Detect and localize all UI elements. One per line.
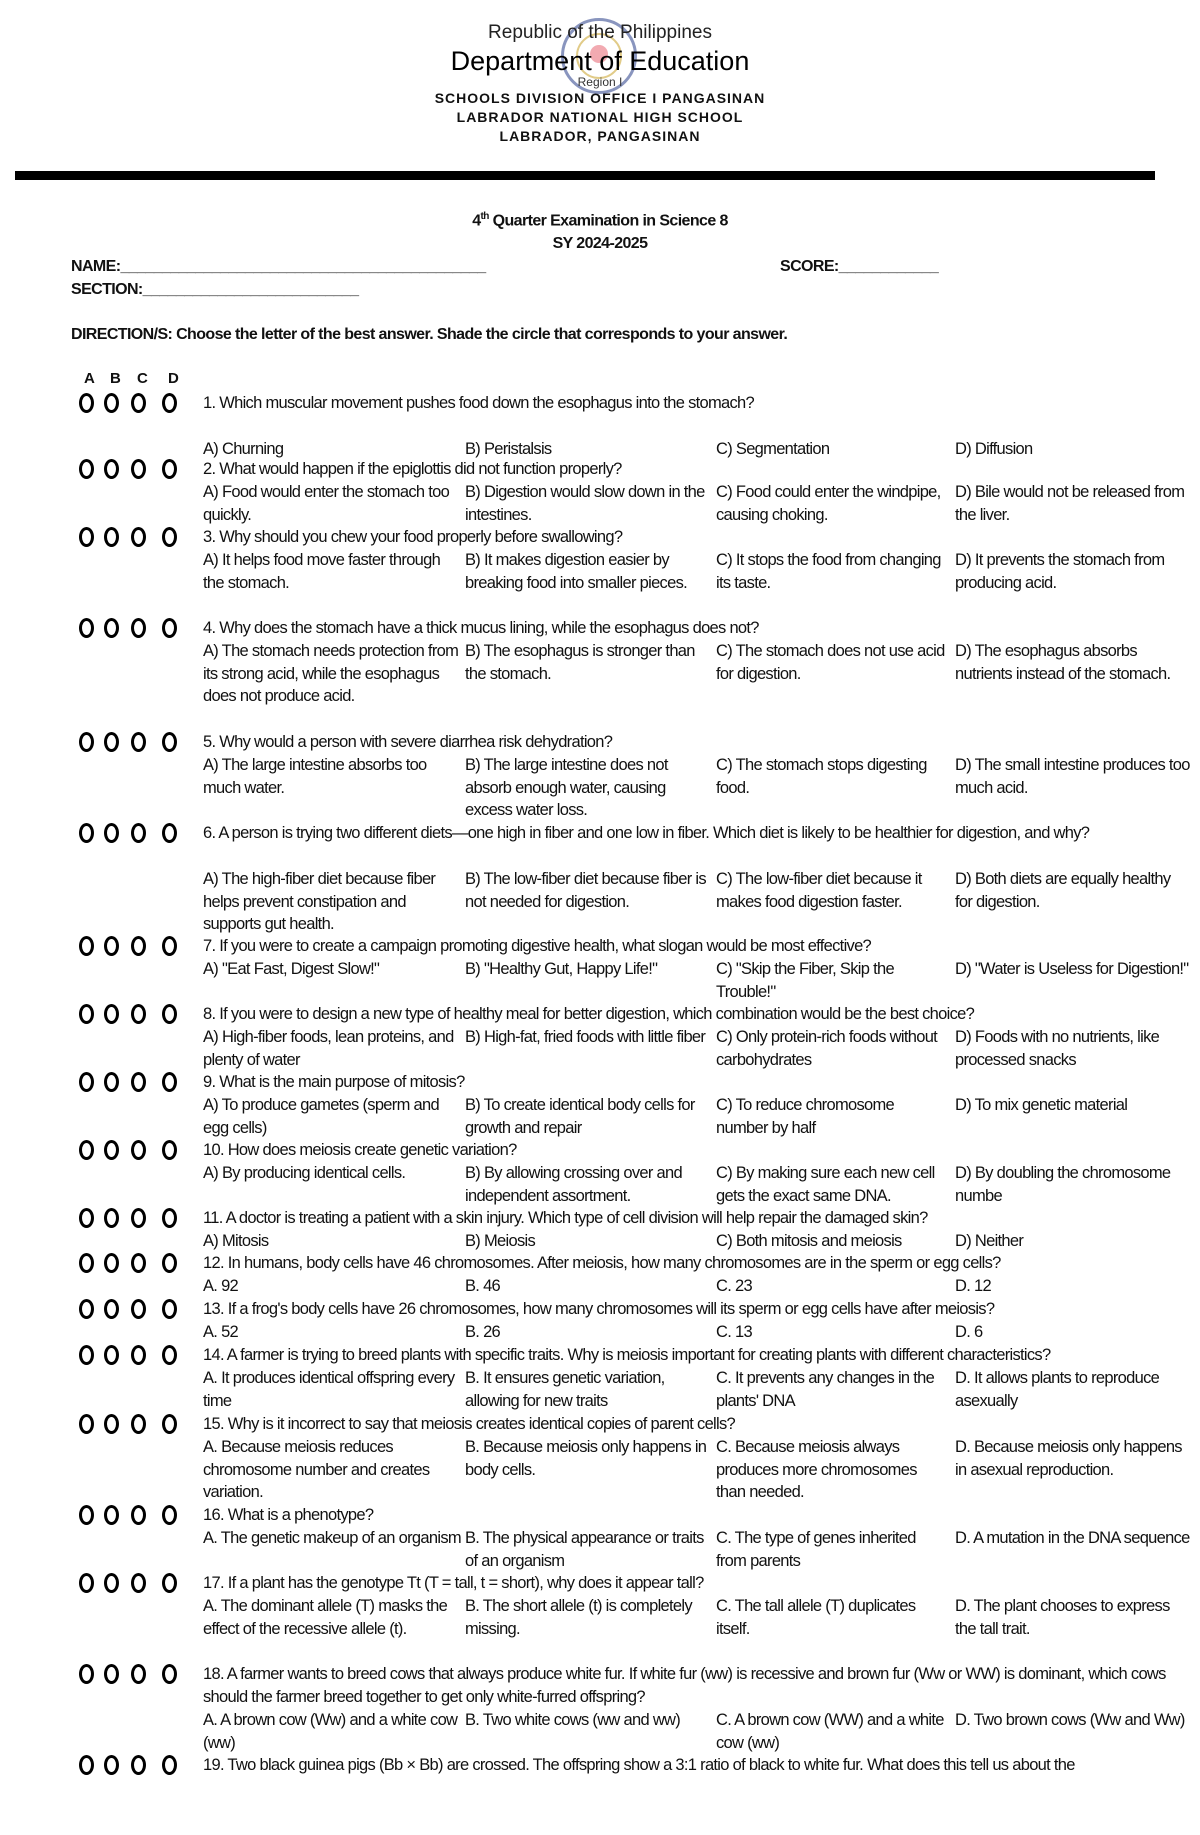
bubble-letter-d: D (168, 370, 179, 387)
section-field[interactable]: SECTION:__________________________ (71, 281, 359, 298)
question-text: 17. If a plant has the genotype Tt (T = tall, t = short), why does it appear tall? (203, 1574, 704, 1592)
answer-bubble-a[interactable] (79, 1072, 94, 1092)
answer-bubbles (79, 1572, 189, 1598)
answer-bubble-a[interactable] (79, 393, 94, 413)
answer-bubble-b[interactable] (104, 936, 119, 956)
answer-bubble-d[interactable] (162, 1253, 177, 1273)
answer-bubble-d[interactable] (162, 1140, 177, 1160)
question-text: 18. A farmer wants to breed cows that always produce white fur. If white fur (ww) is recessive and brown fur (Ww or WW) is dominant, which cows should the farmer breed together to get only white-furred offspring? (203, 1665, 1166, 1706)
choice-b: B) Meiosis (465, 1232, 536, 1250)
question-text: 10. How does meiosis create genetic variation? (203, 1141, 517, 1159)
answer-bubble-b[interactable] (104, 1505, 119, 1525)
answer-bubble-b[interactable] (104, 1072, 119, 1092)
choice-b: B. The physical appearance or traits of an organism (465, 1529, 704, 1570)
answer-bubble-a[interactable] (79, 1664, 94, 1684)
exam-title (0, 211, 1200, 230)
choice-b: B) By allowing crossing over and independent assortment. (465, 1164, 682, 1205)
choice-c: C) The stomach stops digesting food. (716, 756, 927, 797)
answer-bubble-a[interactable] (79, 1414, 94, 1434)
answer-bubble-c[interactable] (131, 1299, 146, 1319)
question-text: 11. A doctor is treating a patient with a skin injury. Which type of cell division will help repair the damaged skin? (203, 1209, 928, 1227)
choice-b: B. 46 (465, 1277, 501, 1295)
answer-bubble-b[interactable] (104, 1755, 119, 1775)
answer-bubbles (79, 392, 189, 418)
answer-bubble-b[interactable] (104, 1299, 119, 1319)
answer-bubble-b[interactable] (104, 1004, 119, 1024)
answer-bubbles (79, 1754, 189, 1780)
answer-bubble-d[interactable] (162, 732, 177, 752)
answer-bubble-b[interactable] (104, 732, 119, 752)
answer-bubbles (79, 617, 189, 643)
directions: DIRECTION/S: Choose the letter of the best answer. Shade the circle that corresponds to your answer. (71, 326, 788, 343)
answer-bubble-b[interactable] (104, 1253, 119, 1273)
exam-title-rest: Quarter Examination in Science 8 (488, 212, 728, 230)
question-text: 7. If you were to create a campaign promoting digestive health, what slogan would be most effective? (203, 937, 872, 955)
answer-bubble-a[interactable] (79, 1299, 94, 1319)
answer-bubble-c[interactable] (131, 1253, 146, 1273)
choice-c: C. A brown cow (WW) and a white cow (ww) (716, 1711, 944, 1752)
answer-bubble-b[interactable] (104, 459, 119, 479)
choice-c: C) The low-fiber diet because it makes food digestion faster. (716, 870, 922, 911)
answer-bubble-a[interactable] (79, 1208, 94, 1228)
question-text: 15. Why is it incorrect to say that meiosis creates identical copies of parent cells? (203, 1415, 736, 1433)
answer-bubble-d[interactable] (162, 823, 177, 843)
choice-c: C. The type of genes inherited from parents (716, 1529, 916, 1570)
answer-bubble-d[interactable] (162, 1755, 177, 1775)
answer-bubble-b[interactable] (104, 1664, 119, 1684)
choice-a: A) Food would enter the stomach too quickly. (203, 483, 450, 524)
answer-bubble-a[interactable] (79, 527, 94, 547)
answer-bubbles (79, 1298, 189, 1324)
exam-title-sup: th (480, 211, 489, 222)
answer-bubble-c[interactable] (131, 1072, 146, 1092)
choice-c: C) Segmentation (716, 440, 830, 458)
name-field[interactable]: NAME:____________________________________________ (71, 258, 486, 275)
location-line: LABRADOR, PANGASINAN (499, 128, 701, 144)
answer-bubbles (79, 526, 189, 552)
answer-bubble-a[interactable] (79, 1505, 94, 1525)
answer-bubble-a[interactable] (79, 1755, 94, 1775)
choice-a: A) To produce gametes (sperm and egg cells) (203, 1096, 439, 1137)
choice-b: B) The large intestine does not absorb enough water, causing excess water loss. (465, 756, 668, 819)
question-text: 5. Why would a person with severe diarrhea risk dehydration? (203, 733, 613, 751)
answer-bubble-c[interactable] (131, 823, 146, 843)
choice-b: B) The esophagus is stronger than the stomach. (465, 642, 695, 683)
question-text: 3. Why should you chew your food properly before swallowing? (203, 528, 623, 546)
answer-bubble-c[interactable] (131, 1664, 146, 1684)
choice-a: A. The dominant allele (T) masks the effect of the recessive allele (t). (203, 1597, 448, 1638)
choice-a: A. It produces identical offspring every time (203, 1369, 455, 1410)
answer-bubble-a[interactable] (79, 732, 94, 752)
choice-d: D. The plant chooses to express the tall trait. (955, 1597, 1170, 1638)
choice-d: D) The esophagus absorbs nutrients instead of the stomach. (955, 642, 1171, 683)
answer-bubble-a[interactable] (79, 1253, 94, 1273)
answer-bubble-a[interactable] (79, 1004, 94, 1024)
answer-bubble-c[interactable] (131, 1004, 146, 1024)
choice-d: D) Neither (955, 1232, 1024, 1250)
answer-bubble-a[interactable] (79, 1345, 94, 1365)
answer-bubbles (79, 1139, 189, 1165)
answer-bubble-b[interactable] (104, 1140, 119, 1160)
answer-bubble-d[interactable] (162, 1004, 177, 1024)
score-field[interactable]: SCORE:____________ (780, 258, 939, 275)
choice-a: A) It helps food move faster through the stomach. (203, 551, 441, 592)
choice-a: A. Because meiosis reduces chromosome number and creates variation. (203, 1438, 430, 1501)
choice-d: D) To mix genetic material (955, 1096, 1128, 1114)
answer-bubbles (79, 822, 189, 848)
answer-bubble-c[interactable] (131, 1414, 146, 1434)
choice-a: A) Churning (203, 440, 284, 458)
answer-bubble-a[interactable] (79, 618, 94, 638)
answer-bubble-c[interactable] (131, 1345, 146, 1365)
choice-c: C) Only protein-rich foods without carbohydrates (716, 1028, 938, 1069)
choice-d: D. It allows plants to reproduce asexually (955, 1369, 1160, 1410)
answer-bubble-d[interactable] (162, 1072, 177, 1092)
choice-c: C. 23 (716, 1277, 752, 1295)
answer-bubble-c[interactable] (131, 1505, 146, 1525)
choice-d: D) "Water is Useless for Digestion!" (955, 960, 1189, 978)
choice-d: D. Two brown cows (Ww and Ww) (955, 1711, 1185, 1729)
choice-b: B) The low-fiber diet because fiber is not needed for digestion. (465, 870, 706, 911)
question-text: 12. In humans, body cells have 46 chromosomes. After meiosis, how many chromosomes are in the sperm or egg cells? (203, 1254, 1001, 1272)
answer-bubbles (79, 1071, 189, 1097)
bubble-letter-a: A (84, 370, 95, 387)
answer-bubbles (79, 1207, 189, 1233)
choice-c: C) To reduce chromosome number by half (716, 1096, 895, 1137)
answer-bubble-c[interactable] (131, 1573, 146, 1593)
division-line: SCHOOLS DIVISION OFFICE I PANGASINAN (434, 90, 766, 106)
choice-c: C. 13 (716, 1323, 752, 1341)
choice-d: D) It prevents the stomach from producing acid. (955, 551, 1165, 592)
answer-bubble-c[interactable] (131, 936, 146, 956)
choice-b: B) "Healthy Gut, Happy Life!" (465, 960, 658, 978)
letterhead (0, 22, 1200, 146)
choice-a: A) Mitosis (203, 1232, 269, 1250)
answer-bubble-c[interactable] (131, 732, 146, 752)
department-line: Department of Education (450, 46, 750, 76)
choice-a: A. The genetic makeup of an organism (203, 1529, 461, 1547)
choice-b: B) High-fat, fried foods with little fiber (465, 1028, 706, 1046)
answer-bubble-d[interactable] (162, 936, 177, 956)
answer-bubbles (79, 1003, 189, 1029)
answer-bubble-b[interactable] (104, 1414, 119, 1434)
header-divider (15, 171, 1155, 180)
bubble-letter-b: B (110, 370, 121, 387)
answer-bubble-c[interactable] (131, 1140, 146, 1160)
choice-c: C) By making sure each new cell gets the exact same DNA. (716, 1164, 935, 1205)
choice-c: C. Because meiosis always produces more chromosomes than needed. (716, 1438, 917, 1501)
answer-bubble-d[interactable] (162, 1505, 177, 1525)
answer-bubble-c[interactable] (131, 618, 146, 638)
answer-bubble-d[interactable] (162, 1208, 177, 1228)
choice-a: A) "Eat Fast, Digest Slow!" (203, 960, 380, 978)
choice-c: C) Both mitosis and meiosis (716, 1232, 902, 1250)
choice-a: A. 52 (203, 1323, 239, 1341)
answer-bubble-b[interactable] (104, 1345, 119, 1365)
school-year: SY 2024-2025 (552, 235, 648, 252)
republic-line: Republic of the Philippines (488, 22, 712, 43)
choice-a: A) By producing identical cells. (203, 1164, 406, 1182)
choice-a: A) The stomach needs protection from its strong acid, while the esophagus does not produce acid. (203, 642, 459, 705)
choice-a: A. A brown cow (Ww) and a white cow (ww) (203, 1711, 458, 1752)
answer-bubble-a[interactable] (79, 936, 94, 956)
choice-a: A) The high-fiber diet because fiber helps prevent constipation and supports gut health. (203, 870, 436, 933)
bubble-letter-c: C (137, 370, 148, 387)
answer-bubble-d[interactable] (162, 527, 177, 547)
answer-bubble-d[interactable] (162, 1345, 177, 1365)
answer-bubble-d[interactable] (162, 1573, 177, 1593)
choice-b: B) Peristalsis (465, 440, 552, 458)
choice-d: D) By doubling the chromosome numbe (955, 1164, 1171, 1205)
answer-bubble-d[interactable] (162, 393, 177, 413)
choice-c: C) The stomach does not use acid for digestion. (716, 642, 945, 683)
choice-c: C. The tall allele (T) duplicates itself. (716, 1597, 916, 1638)
school-line: LABRADOR NATIONAL HIGH SCHOOL (456, 109, 744, 125)
question-text: 16. What is a phenotype? (203, 1506, 374, 1524)
answer-bubble-d[interactable] (162, 459, 177, 479)
choice-b: B. It ensures genetic variation, allowing for new traits (465, 1369, 665, 1410)
choice-b: B) To create identical body cells for growth and repair (465, 1096, 695, 1137)
choice-d: D) The small intestine produces too much acid. (955, 756, 1190, 797)
choice-b: B) Digestion would slow down in the intestines. (465, 483, 705, 524)
answer-bubble-a[interactable] (79, 1573, 94, 1593)
answer-bubble-b[interactable] (104, 823, 119, 843)
answer-bubble-c[interactable] (131, 1208, 146, 1228)
choice-b: B) It makes digestion easier by breaking food into smaller pieces. (465, 551, 688, 592)
question-text: 9. What is the main purpose of mitosis? (203, 1073, 465, 1091)
question-text: 19. Two black guinea pigs (Bb × Bb) are crossed. The offspring show a 3:1 ratio of black to white fur. What does this tell us about the (203, 1756, 1075, 1774)
choice-d: D) Bile would not be released from the liver. (955, 483, 1185, 524)
question-text: 6. A person is trying two different diets—one high in fiber and one low in fiber. Which diet is likely to be healthier for digestion, and why? (203, 824, 1090, 842)
answer-bubble-b[interactable] (104, 1208, 119, 1228)
answer-bubble-a[interactable] (79, 459, 94, 479)
choice-d: D) Foods with no nutrients, like processed snacks (955, 1028, 1160, 1069)
answer-bubbles (79, 1413, 189, 1439)
answer-bubble-b[interactable] (104, 393, 119, 413)
region-line: Region I (577, 75, 623, 89)
answer-bubble-c[interactable] (131, 527, 146, 547)
answer-bubble-b[interactable] (104, 1573, 119, 1593)
answer-bubbles (79, 935, 189, 961)
choice-c: C) "Skip the Fiber, Skip the Trouble!" (716, 960, 894, 1001)
answer-bubble-d[interactable] (162, 1664, 177, 1684)
choice-c: C. It prevents any changes in the plants' DNA (716, 1369, 935, 1410)
choice-d: D) Diffusion (955, 440, 1033, 458)
answer-bubbles (79, 1252, 189, 1278)
question-text: 8. If you were to design a new type of healthy meal for better digestion, which combination would be the best choice? (203, 1005, 975, 1023)
choice-d: D. Because meiosis only happens in asexual reproduction. (955, 1438, 1182, 1479)
question-text: 2. What would happen if the epiglottis did not function properly? (203, 460, 622, 478)
choice-a: A) The large intestine absorbs too much water. (203, 756, 427, 797)
question-text: 1. Which muscular movement pushes food down the esophagus into the stomach? (203, 394, 755, 412)
answer-bubble-c[interactable] (131, 459, 146, 479)
answer-bubble-b[interactable] (104, 618, 119, 638)
choice-b: B. The short allele (t) is completely missing. (465, 1597, 692, 1638)
answer-bubble-c[interactable] (131, 393, 146, 413)
exam-title-number: 4 (472, 212, 481, 230)
choice-c: C) Food could enter the windpipe, causing choking. (716, 483, 941, 524)
choice-d: D. A mutation in the DNA sequence (955, 1529, 1190, 1547)
choice-c: C) It stops the food from changing its taste. (716, 551, 941, 592)
answer-bubble-a[interactable] (79, 823, 94, 843)
answer-bubbles (79, 1663, 189, 1689)
choice-a: A) High-fiber foods, lean proteins, and plenty of water (203, 1028, 454, 1069)
question-text: 4. Why does the stomach have a thick mucus lining, while the esophagus does not? (203, 619, 759, 637)
answer-bubble-a[interactable] (79, 1140, 94, 1160)
answer-bubble-d[interactable] (162, 1414, 177, 1434)
choice-a: A. 92 (203, 1277, 239, 1295)
answer-bubbles (79, 1344, 189, 1370)
answer-bubble-c[interactable] (131, 1755, 146, 1775)
answer-bubble-d[interactable] (162, 618, 177, 638)
answer-bubble-d[interactable] (162, 1299, 177, 1319)
answer-bubble-b[interactable] (104, 527, 119, 547)
choice-d: D. 12 (955, 1277, 991, 1295)
choice-b: B. Because meiosis only happens in body cells. (465, 1438, 707, 1479)
answer-bubbles (79, 458, 189, 484)
question-text: 14. A farmer is trying to breed plants with specific traits. Why is meiosis important for creating plants with different characteristics? (203, 1346, 1051, 1364)
choice-b: B. 26 (465, 1323, 501, 1341)
answer-bubbles (79, 1504, 189, 1530)
choice-d: D) Both diets are equally healthy for digestion. (955, 870, 1171, 911)
question-text: 13. If a frog's body cells have 26 chromosomes, how many chromosomes will its sperm or egg cells have after meiosis? (203, 1300, 995, 1318)
choice-b: B. Two white cows (ww and ww) (465, 1711, 681, 1729)
choice-d: D. 6 (955, 1323, 983, 1341)
answer-bubbles (79, 731, 189, 757)
